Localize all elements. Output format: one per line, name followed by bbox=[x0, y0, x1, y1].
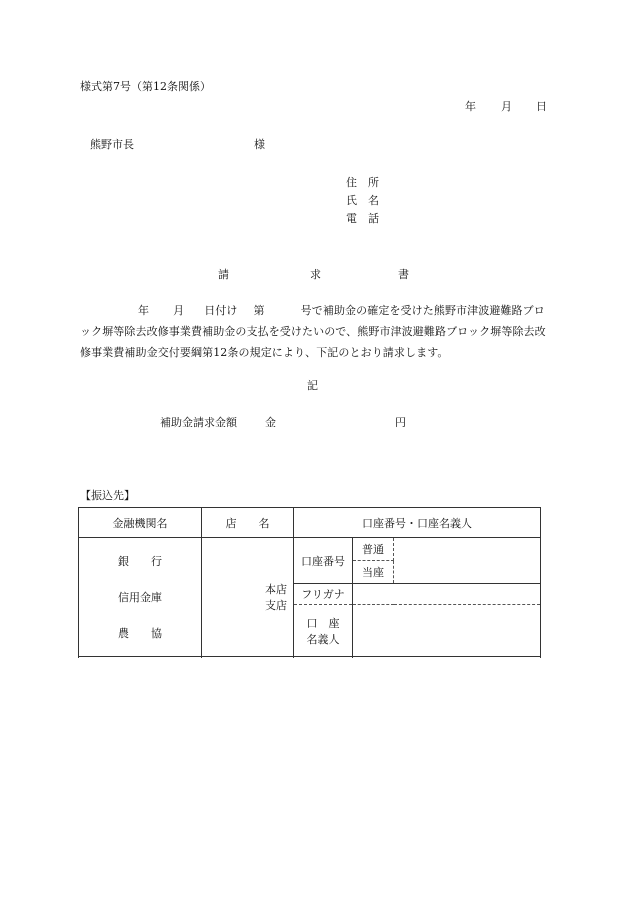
request-paragraph bbox=[80, 300, 548, 363]
ki-mark: 記 bbox=[307, 379, 318, 392]
body-month: 月 bbox=[173, 304, 185, 317]
body-day: 日付け bbox=[204, 304, 238, 317]
branch-shiten: 支店 bbox=[265, 599, 287, 612]
furigana-field[interactable] bbox=[353, 584, 541, 605]
holder-label-line1: 口 座 bbox=[306, 616, 340, 630]
institution-bank: 銀 行 bbox=[118, 555, 162, 568]
holder-label-line2: 名義人 bbox=[306, 632, 340, 646]
bank-transfer-table bbox=[78, 507, 541, 657]
amount-label: 補助金請求金額 bbox=[160, 416, 237, 429]
body-year: 年 bbox=[138, 304, 150, 317]
date-year: 年 bbox=[465, 100, 476, 113]
account-type-touza[interactable]: 当座 bbox=[353, 561, 394, 584]
title-char-1: 請 bbox=[218, 268, 229, 281]
form-number: 様式第7号（第12条関係） bbox=[80, 80, 211, 93]
header-account: 口座番号・口座名義人 bbox=[294, 508, 541, 538]
holder-name-field[interactable] bbox=[353, 605, 541, 657]
header-institution: 金融機関名 bbox=[79, 508, 202, 538]
amount-yen: 円 bbox=[395, 416, 406, 429]
branch-cell[interactable] bbox=[202, 538, 294, 657]
body-text: 号で補助金の確定を受けた熊野市津波避難路ブロック塀等除去改修事業費補助金の支払を受けたいので、熊野市津波避難路ブロック塀等除去改修事業費補助金交付要綱第12条の規定により、下記のとおり請求します。 bbox=[80, 304, 546, 359]
account-number-label: 口座番号 bbox=[294, 538, 353, 584]
phone-label: 電 話 bbox=[346, 212, 379, 225]
date-day: 日 bbox=[536, 100, 547, 113]
account-type-futsu[interactable]: 普通 bbox=[353, 538, 394, 561]
amount-kin: 金 bbox=[265, 416, 276, 429]
transfer-section-label: 【振込先】 bbox=[80, 489, 135, 502]
title-char-2: 求 bbox=[310, 268, 321, 281]
branch-honten: 本店 bbox=[265, 583, 287, 596]
account-number-field[interactable] bbox=[394, 538, 541, 584]
addressee: 熊野市長 bbox=[90, 138, 134, 151]
date-month: 月 bbox=[501, 100, 512, 113]
address-label: 住 所 bbox=[346, 176, 379, 189]
institution-shinkin: 信用金庫 bbox=[118, 591, 162, 604]
header-branch: 店 名 bbox=[202, 508, 294, 538]
institution-types-cell bbox=[79, 538, 202, 657]
holder-label-cell bbox=[294, 605, 353, 657]
body-number-prefix: 第 bbox=[253, 304, 265, 317]
furigana-label: フリガナ bbox=[294, 584, 353, 605]
title-char-3: 書 bbox=[398, 268, 409, 281]
honorific: 様 bbox=[254, 138, 265, 151]
name-label: 氏 名 bbox=[346, 194, 379, 207]
institution-noukyou: 農 協 bbox=[118, 627, 162, 640]
